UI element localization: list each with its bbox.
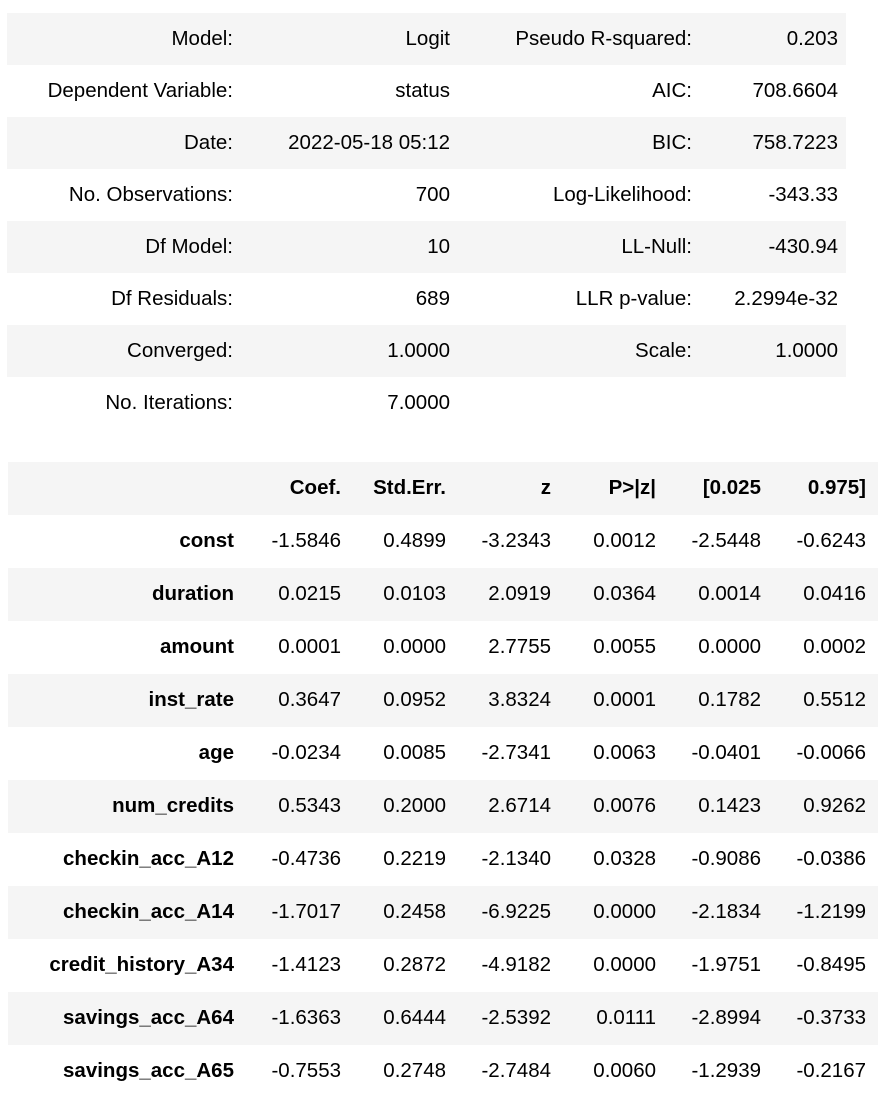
table-row <box>8 1045 878 1098</box>
summary-label-left: Dependent Variable: <box>7 65 241 117</box>
ci-high-value: 0.9262 <box>773 780 878 833</box>
ci-low-value: -2.1834 <box>668 886 773 939</box>
table-row <box>8 727 878 780</box>
stderr-value: 0.2458 <box>353 886 458 939</box>
summary-value-left: status <box>241 65 458 117</box>
table-row <box>8 939 878 992</box>
term-label: const <box>8 515 248 568</box>
term-label: amount <box>8 621 248 674</box>
term-label: age <box>8 727 248 780</box>
stderr-value: 0.0000 <box>353 621 458 674</box>
summary-label-right: Log-Likelihood: <box>458 169 700 221</box>
summary-label-right: AIC: <box>458 65 700 117</box>
coef-value: 0.3647 <box>248 674 353 727</box>
summary-label-left: Model: <box>7 13 241 65</box>
pvalue-value: 0.0076 <box>563 780 668 833</box>
coefficients-header-row <box>8 462 878 515</box>
pvalue-value: 0.0055 <box>563 621 668 674</box>
summary-value-left: 700 <box>241 169 458 221</box>
summary-label-right <box>458 377 700 429</box>
summary-label-left: No. Observations: <box>7 169 241 221</box>
summary-value-right: -343.33 <box>700 169 846 221</box>
summary-label-right: LLR p-value: <box>458 273 700 325</box>
column-header-coef: Coef. <box>248 462 353 515</box>
ci-low-value: 0.1423 <box>668 780 773 833</box>
summary-value-right: 2.2994e-32 <box>700 273 846 325</box>
coef-value: 0.5343 <box>248 780 353 833</box>
coef-value: -0.7553 <box>248 1045 353 1098</box>
column-header-ci-low: [0.025 <box>668 462 773 515</box>
pvalue-value: 0.0060 <box>563 1045 668 1098</box>
table-row <box>8 621 878 674</box>
summary-value-left: 689 <box>241 273 458 325</box>
term-label: credit_history_A34 <box>8 939 248 992</box>
summary-value-right <box>700 377 846 429</box>
z-value: -4.9182 <box>458 939 563 992</box>
summary-value-right: 1.0000 <box>700 325 846 377</box>
summary-label-left: Df Residuals: <box>7 273 241 325</box>
stderr-value: 0.6444 <box>353 992 458 1045</box>
column-header-ci-high: 0.975] <box>773 462 878 515</box>
ci-high-value: -0.0066 <box>773 727 878 780</box>
z-value: -2.5392 <box>458 992 563 1045</box>
table-row <box>8 780 878 833</box>
z-value: -3.2343 <box>458 515 563 568</box>
term-label: duration <box>8 568 248 621</box>
term-label: num_credits <box>8 780 248 833</box>
pvalue-value: 0.0000 <box>563 886 668 939</box>
coefficients-body <box>8 515 878 1098</box>
coefficients-table <box>8 462 878 1098</box>
z-value: 2.6714 <box>458 780 563 833</box>
table-row <box>8 568 878 621</box>
coefficients-header <box>8 462 878 515</box>
ci-high-value: 0.0002 <box>773 621 878 674</box>
ci-high-value: -0.0386 <box>773 833 878 886</box>
summary-row <box>7 117 846 169</box>
ci-high-value: -0.3733 <box>773 992 878 1045</box>
ci-low-value: 0.0000 <box>668 621 773 674</box>
pvalue-value: 0.0111 <box>563 992 668 1045</box>
coef-value: -0.0234 <box>248 727 353 780</box>
z-value: -6.9225 <box>458 886 563 939</box>
coef-value: 0.0215 <box>248 568 353 621</box>
summary-value-right: 758.7223 <box>700 117 846 169</box>
summary-label-left: Df Model: <box>7 221 241 273</box>
stderr-value: 0.2000 <box>353 780 458 833</box>
column-header-pvalue: P>|z| <box>563 462 668 515</box>
summary-label-left: Date: <box>7 117 241 169</box>
summary-value-right: 0.203 <box>700 13 846 65</box>
summary-row <box>7 325 846 377</box>
summary-row <box>7 169 846 221</box>
pvalue-value: 0.0001 <box>563 674 668 727</box>
z-value: 3.8324 <box>458 674 563 727</box>
summary-value-left: 10 <box>241 221 458 273</box>
column-header-z: z <box>458 462 563 515</box>
summary-row <box>7 377 846 429</box>
ci-low-value: -0.9086 <box>668 833 773 886</box>
term-label: savings_acc_A65 <box>8 1045 248 1098</box>
term-label: checkin_acc_A14 <box>8 886 248 939</box>
summary-value-right: -430.94 <box>700 221 846 273</box>
pvalue-value: 0.0000 <box>563 939 668 992</box>
summary-label-left: Converged: <box>7 325 241 377</box>
pvalue-value: 0.0364 <box>563 568 668 621</box>
ci-low-value: -2.8994 <box>668 992 773 1045</box>
z-value: -2.7484 <box>458 1045 563 1098</box>
summary-label-left: No. Iterations: <box>7 377 241 429</box>
ci-low-value: -2.5448 <box>668 515 773 568</box>
table-row <box>8 515 878 568</box>
column-header-stderr: Std.Err. <box>353 462 458 515</box>
summary-label-right: LL-Null: <box>458 221 700 273</box>
summary-row <box>7 221 846 273</box>
model-summary-table <box>7 13 846 429</box>
summary-label-right: Pseudo R-squared: <box>458 13 700 65</box>
coef-value: -0.4736 <box>248 833 353 886</box>
pvalue-value: 0.0328 <box>563 833 668 886</box>
summary-row <box>7 273 846 325</box>
pvalue-value: 0.0012 <box>563 515 668 568</box>
stderr-value: 0.2219 <box>353 833 458 886</box>
summary-value-left: Logit <box>241 13 458 65</box>
ci-high-value: -0.6243 <box>773 515 878 568</box>
ci-low-value: 0.0014 <box>668 568 773 621</box>
ci-low-value: 0.1782 <box>668 674 773 727</box>
ci-low-value: -1.2939 <box>668 1045 773 1098</box>
term-label: checkin_acc_A12 <box>8 833 248 886</box>
ci-high-value: -0.8495 <box>773 939 878 992</box>
z-value: -2.7341 <box>458 727 563 780</box>
table-row <box>8 886 878 939</box>
stderr-value: 0.0085 <box>353 727 458 780</box>
column-header-term <box>8 462 248 515</box>
summary-label-right: Scale: <box>458 325 700 377</box>
ci-high-value: -0.2167 <box>773 1045 878 1098</box>
summary-row <box>7 65 846 117</box>
model-summary-body <box>7 13 846 429</box>
term-label: savings_acc_A64 <box>8 992 248 1045</box>
table-row <box>8 674 878 727</box>
z-value: 2.7755 <box>458 621 563 674</box>
table-row <box>8 833 878 886</box>
coef-value: -1.5846 <box>248 515 353 568</box>
ci-high-value: -1.2199 <box>773 886 878 939</box>
ci-high-value: 0.0416 <box>773 568 878 621</box>
stderr-value: 0.0952 <box>353 674 458 727</box>
coef-value: -1.6363 <box>248 992 353 1045</box>
stderr-value: 0.2748 <box>353 1045 458 1098</box>
summary-label-right: BIC: <box>458 117 700 169</box>
summary-value-right: 708.6604 <box>700 65 846 117</box>
z-value: -2.1340 <box>458 833 563 886</box>
summary-value-left: 7.0000 <box>241 377 458 429</box>
pvalue-value: 0.0063 <box>563 727 668 780</box>
summary-value-left: 2022-05-18 05:12 <box>241 117 458 169</box>
coef-value: 0.0001 <box>248 621 353 674</box>
coef-value: -1.7017 <box>248 886 353 939</box>
ci-low-value: -0.0401 <box>668 727 773 780</box>
z-value: 2.0919 <box>458 568 563 621</box>
term-label: inst_rate <box>8 674 248 727</box>
table-row <box>8 992 878 1045</box>
summary-row <box>7 13 846 65</box>
stderr-value: 0.0103 <box>353 568 458 621</box>
stderr-value: 0.4899 <box>353 515 458 568</box>
ci-low-value: -1.9751 <box>668 939 773 992</box>
summary-value-left: 1.0000 <box>241 325 458 377</box>
coef-value: -1.4123 <box>248 939 353 992</box>
stderr-value: 0.2872 <box>353 939 458 992</box>
ci-high-value: 0.5512 <box>773 674 878 727</box>
